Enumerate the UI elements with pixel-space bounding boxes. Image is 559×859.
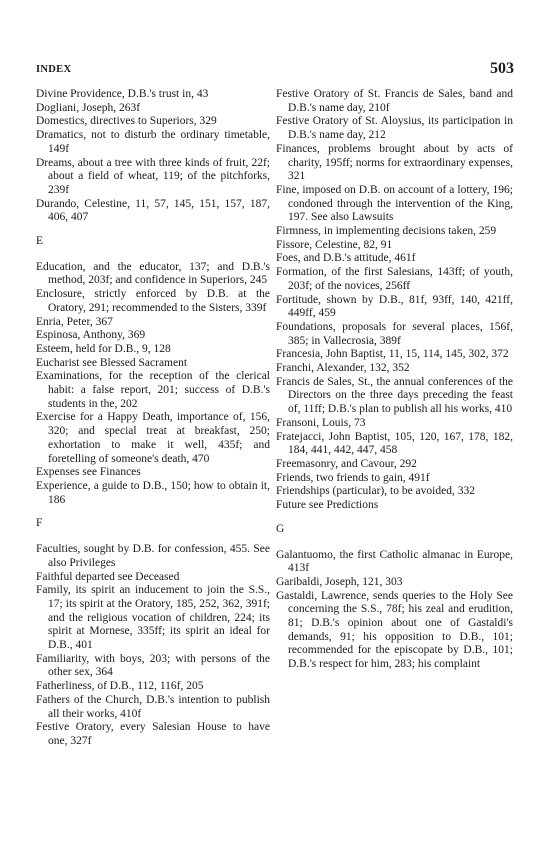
index-letter-heading: E [36, 235, 44, 248]
index-entry: Fathers of the Church, D.B.'s intention to publish all their works, 410f [36, 693, 270, 720]
index-entry: Festive Oratory, every Salesian House to have one, 327f [36, 721, 270, 747]
index-entry: Festive Oratory of St. Aloysius, its participation in D.B.'s name day, 212 [276, 115, 513, 142]
index-entry: Friends, two friends to gain, 491f [276, 471, 430, 484]
index-entry: Enclosure, strictly enforced by D.B. at the Oratory, 291; recommended to the Sisters, 339f [36, 288, 270, 314]
index-entry: Dreams, about a tree with three kinds of fruit, 22f; about a field of wheat, 119; of the pitchforks, 239f [36, 156, 270, 196]
index-entry: Faculties, sought by D.B. for confession, 455. See also Privileges [36, 543, 270, 569]
index-entry: Francis de Sales, St., the annual conferences of the Directors on the three days preceding the feast of, 11ff; D.B.'s plan to publish all his works, 410 [276, 375, 513, 416]
index-entry: Fratejacci, John Baptist, 105, 120, 167, 178, 182, 184, 441, 442, 447, 458 [276, 430, 513, 457]
index-entry: Fissore, Celestine, 82, 91 [276, 238, 393, 251]
index-letter-heading: G [276, 522, 285, 535]
page-number: 503 [490, 60, 514, 77]
index-entry: Finances, problems brought about by acts of charity, 195ff; norms for extraordinary expenses, 321 [276, 142, 513, 183]
index-entry: Fine, imposed on D.B. on account of a lottery, 196; condoned through the intervention of the King, 197. See also Lawsuits [276, 183, 513, 224]
index-entry: Examinations, for the reception of the clerical habit: a false report, 201; success of D.B.'s students in the, 202 [36, 370, 270, 410]
index-entry: Festive Oratory of St. Francis de Sales, band and D.B.'s name day, 210f [276, 88, 513, 114]
index-entry: Dramatics, not to disturb the ordinary timetable, 149f [36, 129, 270, 155]
index-letter-heading: F [36, 517, 43, 530]
index-entry: Galantuomo, the first Catholic almanac in Europe, 413f [276, 548, 513, 575]
index-entry: Faithful departed see Deceased [36, 570, 180, 583]
index-entry: Gastaldi, Lawrence, sends queries to the Holy See concerning the S.S., 78f; his zeal and erudition, 81; D.B.'s opinion about one of Gastaldi's demands, 91; his opposition to D.B., 101; recommended for the episcopate by D.B., 101; D.B.'s respect for him, 283; his complaint [276, 589, 513, 671]
index-entry: Durando, Celestine, 11, 57, 145, 151, 157, 187, 406, 407 [36, 197, 270, 224]
index-entry: Foes, and D.B.'s attitude, 461f [276, 252, 416, 265]
index-entry: Enria, Peter, 367 [36, 315, 113, 328]
index-entry: Fatherliness, of D.B., 112, 116f, 205 [36, 680, 204, 693]
index-entry: Expenses see Finances [36, 466, 141, 479]
index-entry: Formation, of the first Salesians, 143ff; of youth, 203f; of the novices, 256ff [276, 266, 513, 292]
index-entry: Exercise for a Happy Death, importance of, 156, 320; and special treat at breakfast, 250; exhortation to make it well, 435f; and foretelling of someone's death, 470 [36, 411, 270, 465]
index-entry: Fransoni, Louis, 73 [276, 416, 366, 429]
index-column-left [36, 88, 270, 749]
index-entry: Friendships (particular), to be avoided, 332 [276, 485, 475, 498]
index-entry: Experience, a guide to D.B., 150; how to obtain it, 186 [36, 479, 270, 506]
index-entry: Domestics, directives to Superiors, 329 [36, 115, 217, 128]
index-entry: Esteem, held for D.B., 9, 128 [36, 342, 171, 355]
index-entry: Fortitude, shown by D.B., 81f, 93ff, 140, 421ff, 449ff, 459 [276, 293, 513, 320]
index-entry: Future see Predictions [276, 499, 379, 512]
index-entry: Education, and the educator, 137; and D.B.'s method, 203f; and confidence in Superiors, 245 [36, 260, 270, 287]
index-entry: Freemasonry, and Cavour, 292 [276, 457, 417, 470]
index-entry: Eucharist see Blessed Sacrament [36, 356, 188, 369]
index-entry: Garibaldi, Joseph, 121, 303 [276, 575, 403, 588]
index-entry: Espinosa, Anthony, 369 [36, 329, 146, 342]
index-entry: Foundations, proposals for several places, 156f, 385; in Vallecrosia, 389f [276, 320, 513, 347]
index-column-right [276, 88, 513, 672]
index-entry: Dogliani, Joseph, 263f [36, 101, 141, 114]
index-entry: Franchi, Alexander, 132, 352 [276, 362, 410, 375]
index-entry: Familiarity, with boys, 203; with persons of the other sex, 364 [36, 652, 270, 679]
index-entry: Divine Providence, D.B.'s trust in, 43 [36, 88, 209, 100]
index-entry: Family, its spirit an inducement to join the S.S., 17; its spirit at the Oratory, 185, 252, 362, 391f; and the religious vocation of children, 224; its spirit at Mornese, 335ff; its spirit an ideal for D.B., 401 [36, 584, 270, 652]
running-header: INDEX [36, 64, 72, 75]
index-entry: Francesia, John Baptist, 11, 15, 114, 145, 302, 372 [276, 348, 509, 361]
index-entry: Firmness, in implementing decisions taken, 259 [276, 225, 497, 238]
